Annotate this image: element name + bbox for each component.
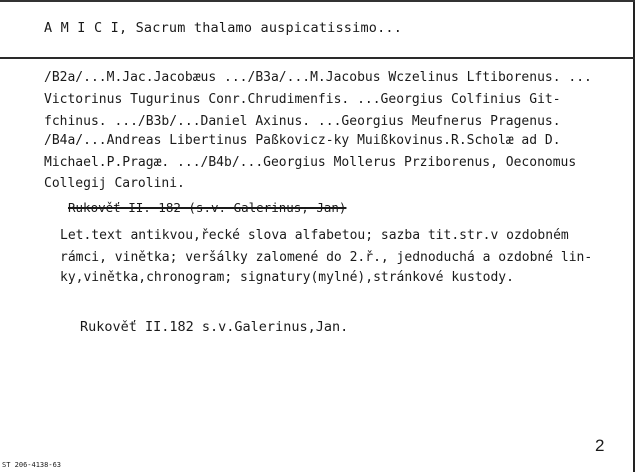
body-line-2: Victorinus Tugurinus Conr.Chrudimenfis. ...Georgius Colfinius Git- [44, 92, 561, 107]
struck-reference: Rukověť II. 182 (s.v. Galerinus, Jan) [68, 200, 347, 215]
page-number: 2 [595, 436, 605, 455]
note-line-1: Let.text antikvou,řecké slova alfabetou; sazba tit.str.v ozdobném [60, 228, 569, 243]
note-line-3: ky,vinětka,chronogram; signatury(mylné),stránkové kustody. [60, 270, 514, 285]
body-line-3: fchinus. .../B3b/...Daniel Axinus. ...Georgius Meufnerus Pragenus. [44, 114, 561, 129]
card-heading: A M I C I, Sacrum thalamo auspicatissimo... [44, 20, 403, 36]
body-line-1: /B2a/...M.Jac.Jacobæus .../B3a/...M.Jacobus Wczelinus Lftiborenus. ... [44, 70, 592, 85]
body-line-6: Collegij Carolini. [44, 176, 185, 191]
reference-line: Rukověť II.182 s.v.Galerinus,Jan. [80, 319, 349, 335]
footer-code: ST 206-4138-63 [2, 461, 62, 469]
body-line-5: Michael.P.Pragæ. .../B4b/...Georgius Mollerus Prziborenus, Oeconomus [44, 155, 577, 170]
body-line-4: /B4a/...Andreas Libertinus Paßkovicz-ky Muißkovinus.R.Scholæ ad D. [44, 133, 561, 148]
header-divider [0, 57, 635, 59]
note-line-2: rámci, vinětka; veršálky zalomené do 2.ř., jednoduchá a ozdobné lin- [60, 250, 593, 265]
top-rule [0, 0, 635, 2]
